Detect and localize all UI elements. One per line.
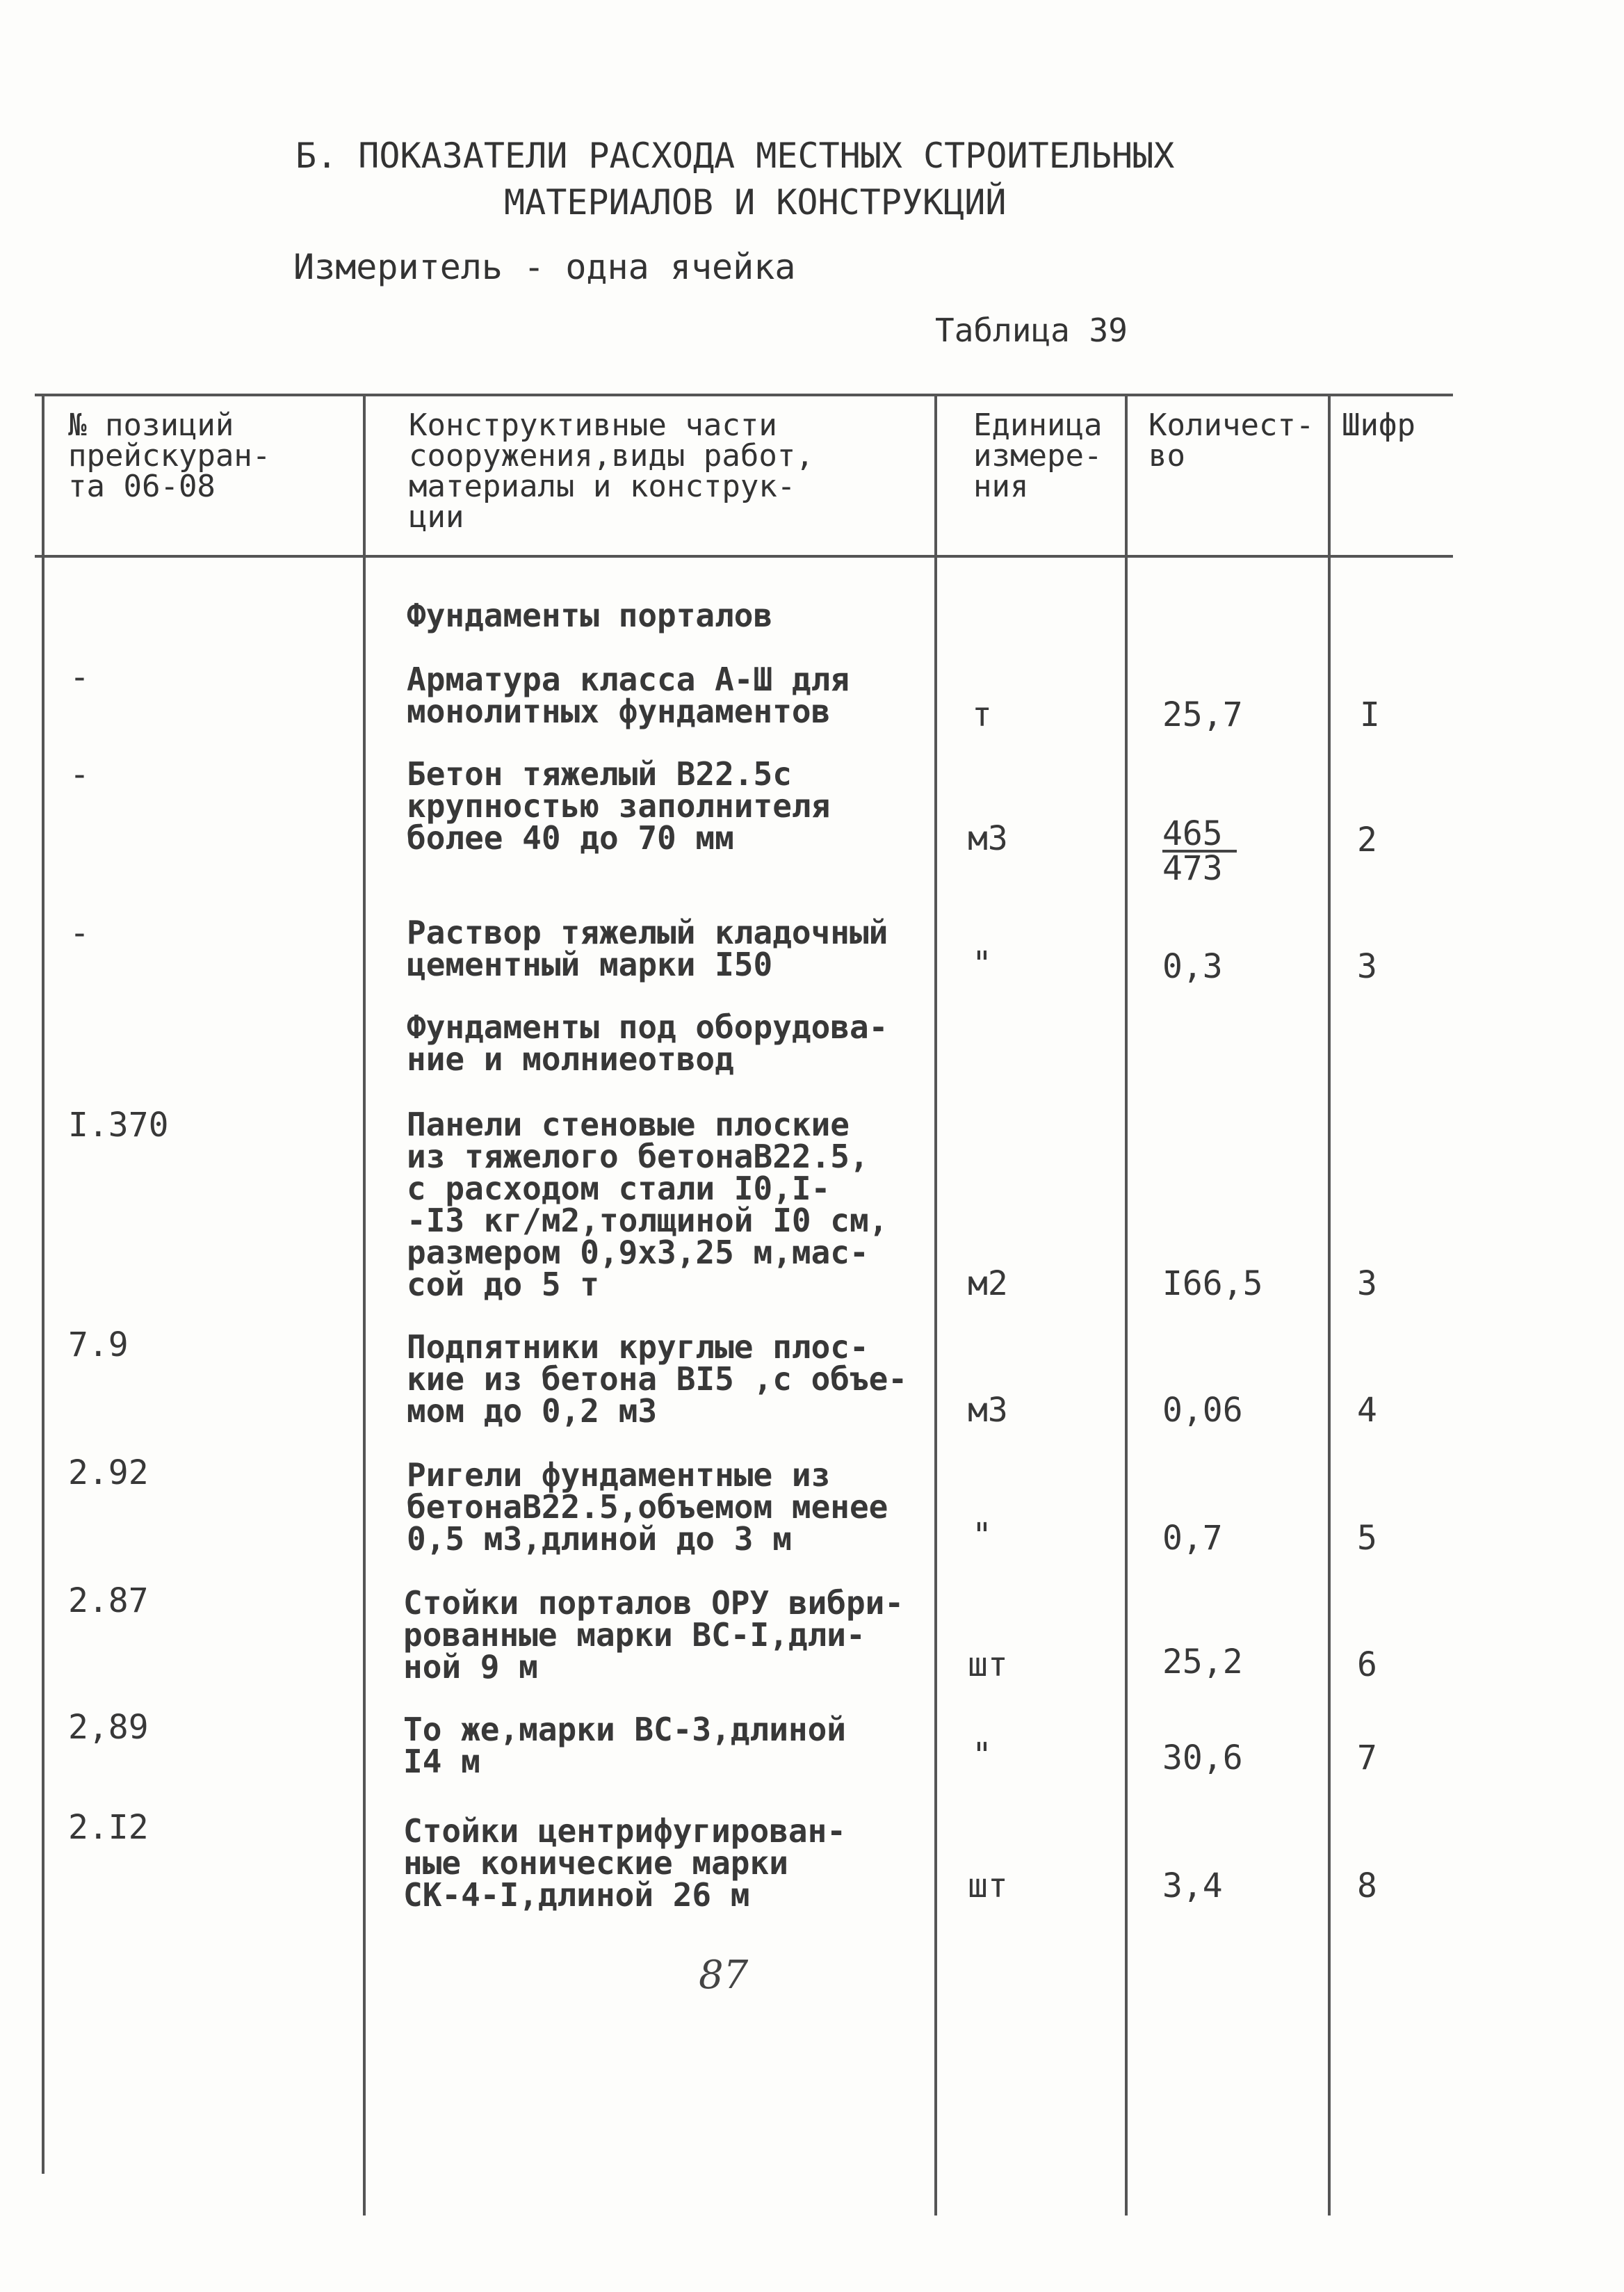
- measure-note: Измеритель - одна ячейка: [293, 247, 796, 287]
- quantity-numerator: 465: [1162, 818, 1237, 853]
- table-row-2-unit: м3: [968, 819, 1008, 858]
- table-row-2-code: 2: [1357, 821, 1377, 860]
- header-quantity: Количест- во: [1148, 407, 1315, 474]
- table-row-6-code: 4: [1357, 1391, 1377, 1430]
- table-row-1-position: -: [70, 658, 90, 697]
- table-row-1-code: I: [1360, 695, 1380, 734]
- table-row-9-quantity: 30,6: [1162, 1738, 1243, 1777]
- table-row-8-code: 6: [1357, 1645, 1377, 1684]
- table-row-0-parts: Фундаменты порталов: [407, 597, 773, 634]
- table-row-10-code: 8: [1357, 1866, 1377, 1905]
- table-row-8-parts: Стойки порталов ОРУ вибри- рованные марки ВС-I,дли- ной 9 м: [403, 1584, 904, 1686]
- table-row-9-parts: То же,марки ВС-3,длиной I4 м: [403, 1711, 846, 1780]
- table-row-6-position: 7.9: [68, 1325, 129, 1364]
- table-row-9-position: 2,89: [68, 1708, 149, 1747]
- table-row-3-unit: ": [972, 944, 992, 983]
- table-row-7-unit: ": [972, 1516, 992, 1555]
- table-row-5-unit: м2: [968, 1264, 1008, 1303]
- table-row-8-quantity: 25,2: [1162, 1643, 1243, 1681]
- table-row-5-parts: Панели стеновые плоские из тяжелого бетонаВ22.5, с расходом стали I0,I- -I3 кг/м2,толщиной I0 см, размером 0,9х3,25 м,мас- сой до 5 т: [407, 1106, 888, 1303]
- table-row-6-unit: м3: [968, 1391, 1008, 1430]
- table-row-3-code: 3: [1357, 947, 1377, 986]
- table-row-2-quantity: [1162, 814, 1237, 888]
- table-row-4-parts: Фундаменты под оборудова- ние и молниеотвод: [407, 1008, 888, 1078]
- table-row-9-unit: ": [972, 1736, 992, 1775]
- table-row-10-parts: Стойки центрифугирован- ные конические марки СК-4-I,длиной 26 м: [403, 1812, 846, 1914]
- header-bottom-border: [35, 555, 1453, 558]
- table-row-10-quantity: 3,4: [1162, 1866, 1223, 1905]
- table-row-10-unit: шт: [968, 1866, 1008, 1905]
- col-divider-3: [934, 394, 937, 2216]
- table-row-1-unit: т: [972, 695, 992, 734]
- header-code: Шифр: [1342, 407, 1415, 443]
- quantity-denominator: 473: [1162, 849, 1223, 888]
- table-row-1-parts: Арматура класса А-Ш для монолитных фундаментов: [407, 661, 850, 730]
- table-row-7-position: 2.92: [68, 1453, 149, 1492]
- table-row-3-quantity: 0,3: [1162, 947, 1223, 986]
- table-row-9-code: 7: [1357, 1738, 1377, 1777]
- page-title-line-2: МАТЕРИАЛОВ И КОНСТРУКЦИЙ: [504, 182, 1007, 223]
- header-position: № позиций прейскуран- та 06-08: [68, 407, 271, 504]
- table-row-1-quantity: 25,7: [1162, 695, 1243, 734]
- table-row-2-parts: Бетон тяжелый В22.5с крупностью заполнителя более 40 до 70 мм: [407, 755, 831, 857]
- col-divider-4: [1125, 394, 1128, 2216]
- header-unit: Единица измере- ния: [973, 407, 1103, 504]
- table-row-8-unit: шт: [968, 1645, 1008, 1684]
- table-row-3-position: -: [70, 914, 90, 953]
- table-row-2-position: -: [70, 755, 90, 794]
- col-divider-2: [363, 394, 366, 2216]
- table-row-6-quantity: 0,06: [1162, 1391, 1243, 1430]
- table-row-8-position: 2.87: [68, 1581, 149, 1620]
- table-row-5-code: 3: [1357, 1264, 1377, 1303]
- col-divider-5: [1328, 394, 1331, 2216]
- page-number: 87: [699, 1953, 749, 1998]
- table-row-5-position: I.370: [68, 1106, 169, 1145]
- table-row-6-parts: Подпятники круглые плос- кие из бетона ВI5 ,с объе- мом до 0,2 м3: [407, 1328, 908, 1430]
- table-row-3-parts: Раствор тяжелый кладочный цементный марки I50: [407, 914, 888, 983]
- page-title-line-1: Б. ПОКАЗАТЕЛИ РАСХОДА МЕСТНЫХ СТРОИТЕЛЬНЫХ: [295, 136, 1175, 176]
- table-row-7-quantity: 0,7: [1162, 1519, 1223, 1558]
- table-row-10-position: 2.I2: [68, 1808, 149, 1847]
- table-number: Таблица 39: [935, 312, 1128, 349]
- table-row-7-parts: Ригели фундаментные из бетонаВ22.5,объемом менее 0,5 м3,длиной до 3 м: [407, 1456, 888, 1558]
- table-top-border: [35, 394, 1453, 396]
- col-divider-1: [42, 394, 44, 2174]
- table-row-7-code: 5: [1357, 1519, 1377, 1558]
- table-row-5-quantity: I66,5: [1162, 1264, 1263, 1303]
- header-parts: Конструктивные части сооружения,виды работ, материалы и конструк- ции: [409, 407, 814, 535]
